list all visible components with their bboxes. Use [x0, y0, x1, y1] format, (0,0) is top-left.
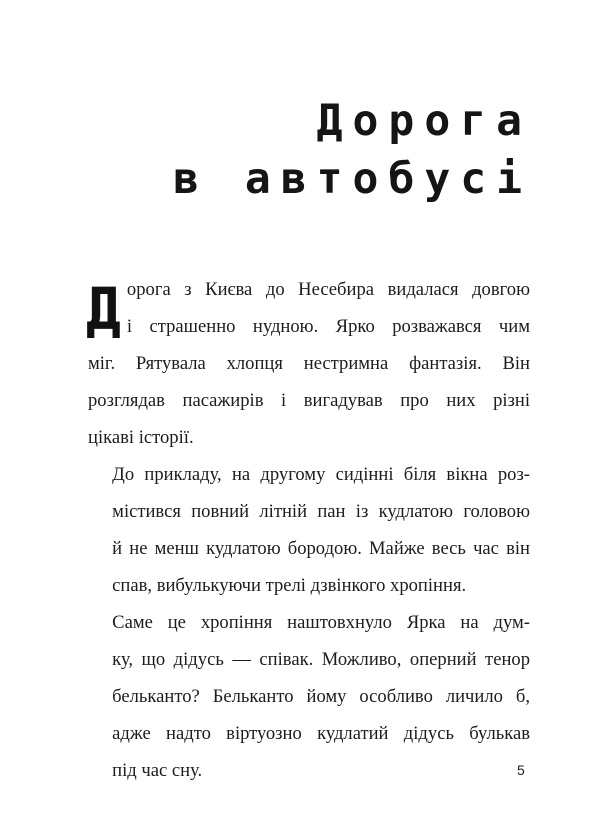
text-line: містився повний літній пан із кудлатою головою [112, 501, 530, 522]
text-line: міг. Рятувала хлопця нестримна фантазія. Він [88, 353, 530, 374]
paragraph-1 [88, 271, 530, 456]
chapter-title-line-2: в автобусі [173, 154, 532, 204]
text-line: ку, що дідусь — співак. Можливо, оперний тенор [112, 649, 530, 670]
text-line: адже надто віртуозно кудлатий дідусь булькав [112, 723, 530, 744]
text-line: цікаві історії. [88, 427, 194, 448]
text-line: розглядав пасажирів і вигадував про них різні [88, 390, 530, 411]
text-line: бельканто? Бельканто йому особливо личило б, [112, 686, 530, 707]
paragraph-3 [88, 604, 530, 789]
text-line: До прикладу, на другому сидінні біля вікна роз- [112, 464, 530, 485]
text-line: орога з Києва до Несебира видалася довгою [126, 279, 530, 300]
text-line: й не менш кудлатою бородою. Майже весь час він [112, 538, 530, 559]
drop-cap: Д [86, 275, 121, 343]
page-number: 5 [517, 762, 525, 778]
text-line: і страшенно нудною. Ярко розважався чим [126, 316, 530, 337]
text-line: Саме це хропіння наштовхнуло Ярка на дум- [112, 612, 530, 633]
chapter-title-line-1: Дорога [316, 96, 532, 146]
body-text [88, 271, 530, 789]
paragraph-2 [88, 456, 530, 604]
chapter-title [173, 92, 532, 208]
text-line: під час сну. [112, 760, 203, 781]
text-line: спав, вибулькуючи трелі дзвінкого хропіння. [112, 575, 467, 596]
